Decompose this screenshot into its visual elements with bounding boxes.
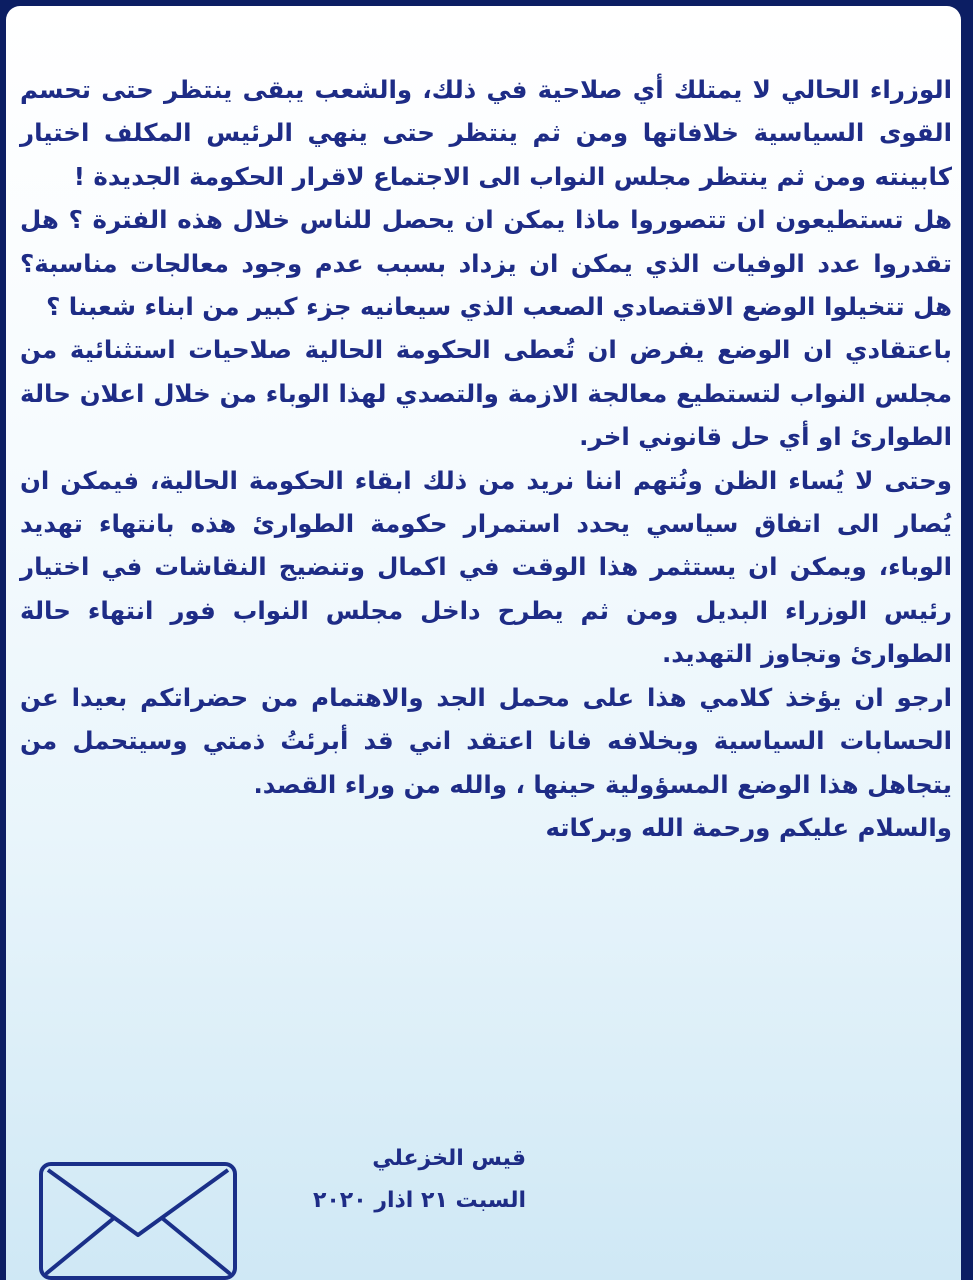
paragraph-1: الوزراء الحالي لا يمتلك أي صلاحية في ذلك، والشعب يبقى ينتظر حتى تحسم القوى السياسية خلافاتها ومن ثم ينتظر حتى ينهي الرئيس المكلف اختيار كابينته ومن ثم ينتظر مجلس النواب الى الاجتماع لاقرار الحكومة الجديدة ! — [20, 75, 952, 191]
closing-greeting: والسلام عليكم ورحمة الله وبركاته — [545, 812, 952, 842]
envelope-icon — [38, 1161, 238, 1280]
paragraph-5: ارجو ان يؤخذ كلامي هذا على محمل الجد والاهتمام من حضراتكم بعيدا عن الحسابات السياسية وبخلافه فانا اعتقد اني قد أبرئتُ ذمتي وسيتحمل من يتجاهل هذا الوضع المسؤولية حينها ، والله من وراء القصد. — [20, 682, 952, 799]
paragraph-4: وحتى لا يُساء الظن ونُتهم اننا نريد من ذلك ابقاء الحكومة الحالية، فيمكن ان يُصار الى اتفاق سياسي يحدد استمرار حكومة الطوارئ هذه بانتهاء تهديد الوباء، ويمكن ان يستثمر هذا الوقت في اكمال وتنضيج النقاشات في اختيار رئيس الوزراء البديل ومن ثم يطرح داخل مجلس النواب فور انتهاء حالة الطوارئ وتجاوز التهديد. — [20, 465, 952, 669]
signature-date: السبت ٢١ اذار ٢٠٢٠ — [312, 1188, 526, 1213]
signature-block — [266, 1138, 526, 1222]
letter-page — [6, 6, 961, 1280]
paragraph-2: هل تستطيعون ان تتصوروا ماذا يمكن ان يحصل للناس خلال هذه الفترة ؟ هل تقدروا عدد الوفيات الذي يمكن ان يزداد بسبب عدم وجود معالجات مناسبة؟ هل تتخيلوا الوضع الاقتصادي الصعب الذي سيعانيه جزء كبير من ابناء شعبنا ؟ — [20, 205, 952, 322]
letter-body — [20, 68, 952, 849]
signature-name: قيس الخزعلي — [372, 1146, 526, 1171]
paragraph-3: باعتقادي ان الوضع يفرض ان تُعطى الحكومة الحالية صلاحيات استثنائية من مجلس النواب لتستطيع معالجة الازمة والتصدي لهذا الوباء من خلال اعلان حالة الطوارئ او أي حل قانوني اخر. — [20, 335, 952, 452]
